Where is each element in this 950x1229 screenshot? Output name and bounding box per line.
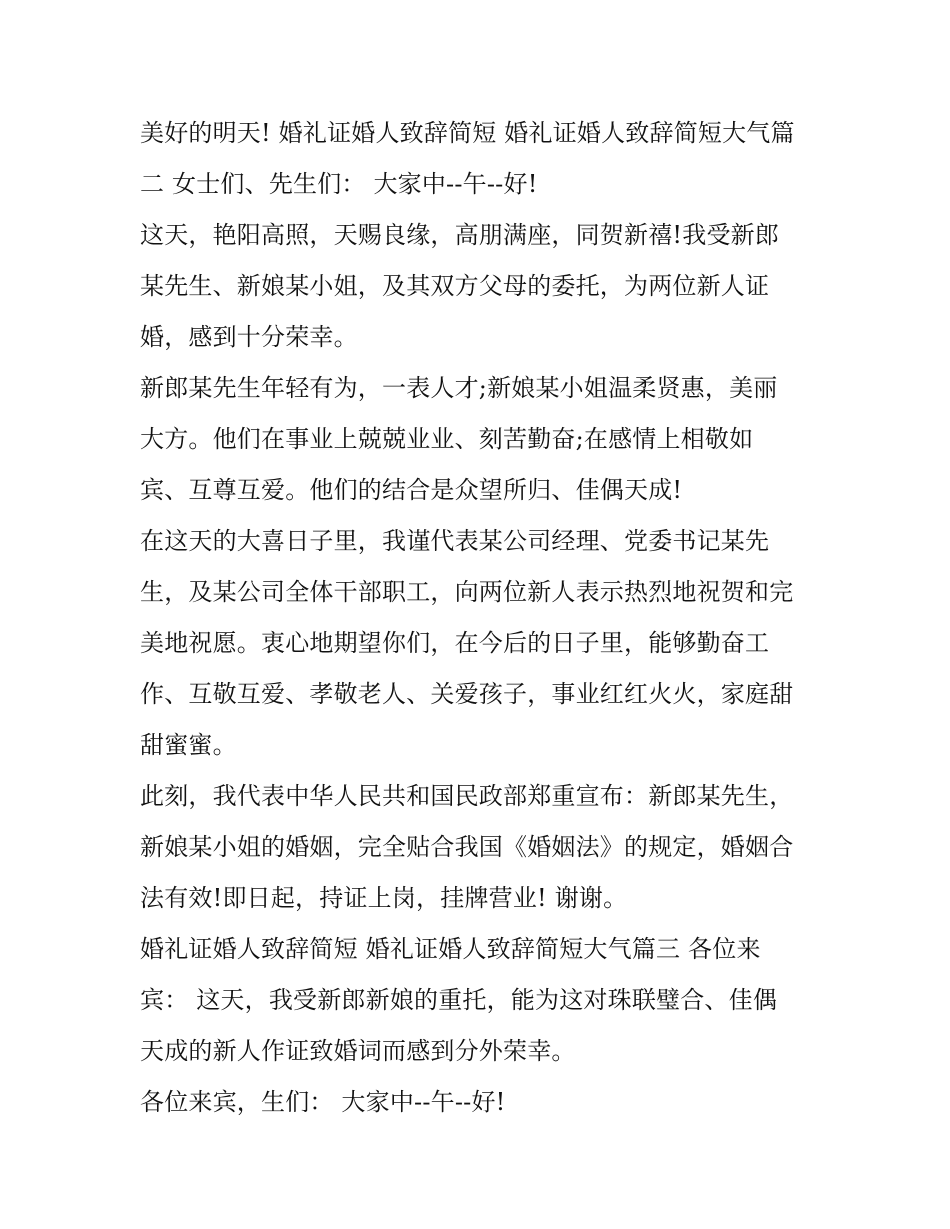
text-line: 甜蜜蜜。	[140, 731, 237, 759]
text-line: 二 女士们、先生们： 大家中--午--好!	[140, 170, 538, 198]
text-line: 婚礼证婚人致辞简短 婚礼证婚人致辞简短大气篇三 各位来	[140, 935, 761, 963]
text-line: 美好的明天! 婚礼证婚人致辞简短 婚礼证婚人致辞简短大气篇	[140, 119, 795, 147]
text-line: 宾、互尊互爱。他们的结合是众望所归、佳偶天成!	[140, 476, 683, 504]
text-line: 这天，艳阳高照，天赐良缘，高朋满座，同贺新禧!我受新郎	[140, 221, 780, 249]
text-line: 生，及某公司全体干部职工，向两位新人表示热烈地祝贺和完	[140, 578, 794, 606]
text-line: 作、互敬互爱、孝敬老人、关爱孩子，事业红红火火，家庭甜	[140, 680, 794, 708]
text-line: 法有效!即日起，持证上岗，挂牌营业! 谢谢。	[140, 884, 628, 912]
text-line: 天成的新人作证致婚词而感到分外荣幸。	[140, 1037, 576, 1065]
text-line: 某先生、新娘某小姐，及其双方父母的委托，为两位新人证	[140, 272, 770, 300]
text-line: 新郎某先生年轻有为，一表人才;新娘某小姐温柔贤惠，美丽	[140, 374, 778, 402]
text-line: 宾： 这天，我受新郎新娘的重托，能为这对珠联璧合、佳偶	[140, 986, 778, 1014]
text-line: 各位来宾，生们： 大家中--午--好!	[140, 1088, 506, 1116]
text-line: 此刻，我代表中华人民共和国民政部郑重宣布：新郎某先生，	[140, 782, 794, 810]
text-line: 在这天的大喜日子里，我谨代表某公司经理、党委书记某先	[140, 527, 770, 555]
text-line: 婚，感到十分荣幸。	[140, 323, 358, 351]
text-line: 大方。他们在事业上兢兢业业、刻苦勤奋;在感情上相敬如	[140, 425, 754, 453]
document-body	[140, 108, 820, 1128]
text-line: 美地祝愿。衷心地期望你们，在今后的日子里，能够勤奋工	[140, 629, 770, 657]
text-line: 新娘某小姐的婚姻，完全贴合我国《婚姻法》的规定，婚姻合	[140, 833, 794, 861]
